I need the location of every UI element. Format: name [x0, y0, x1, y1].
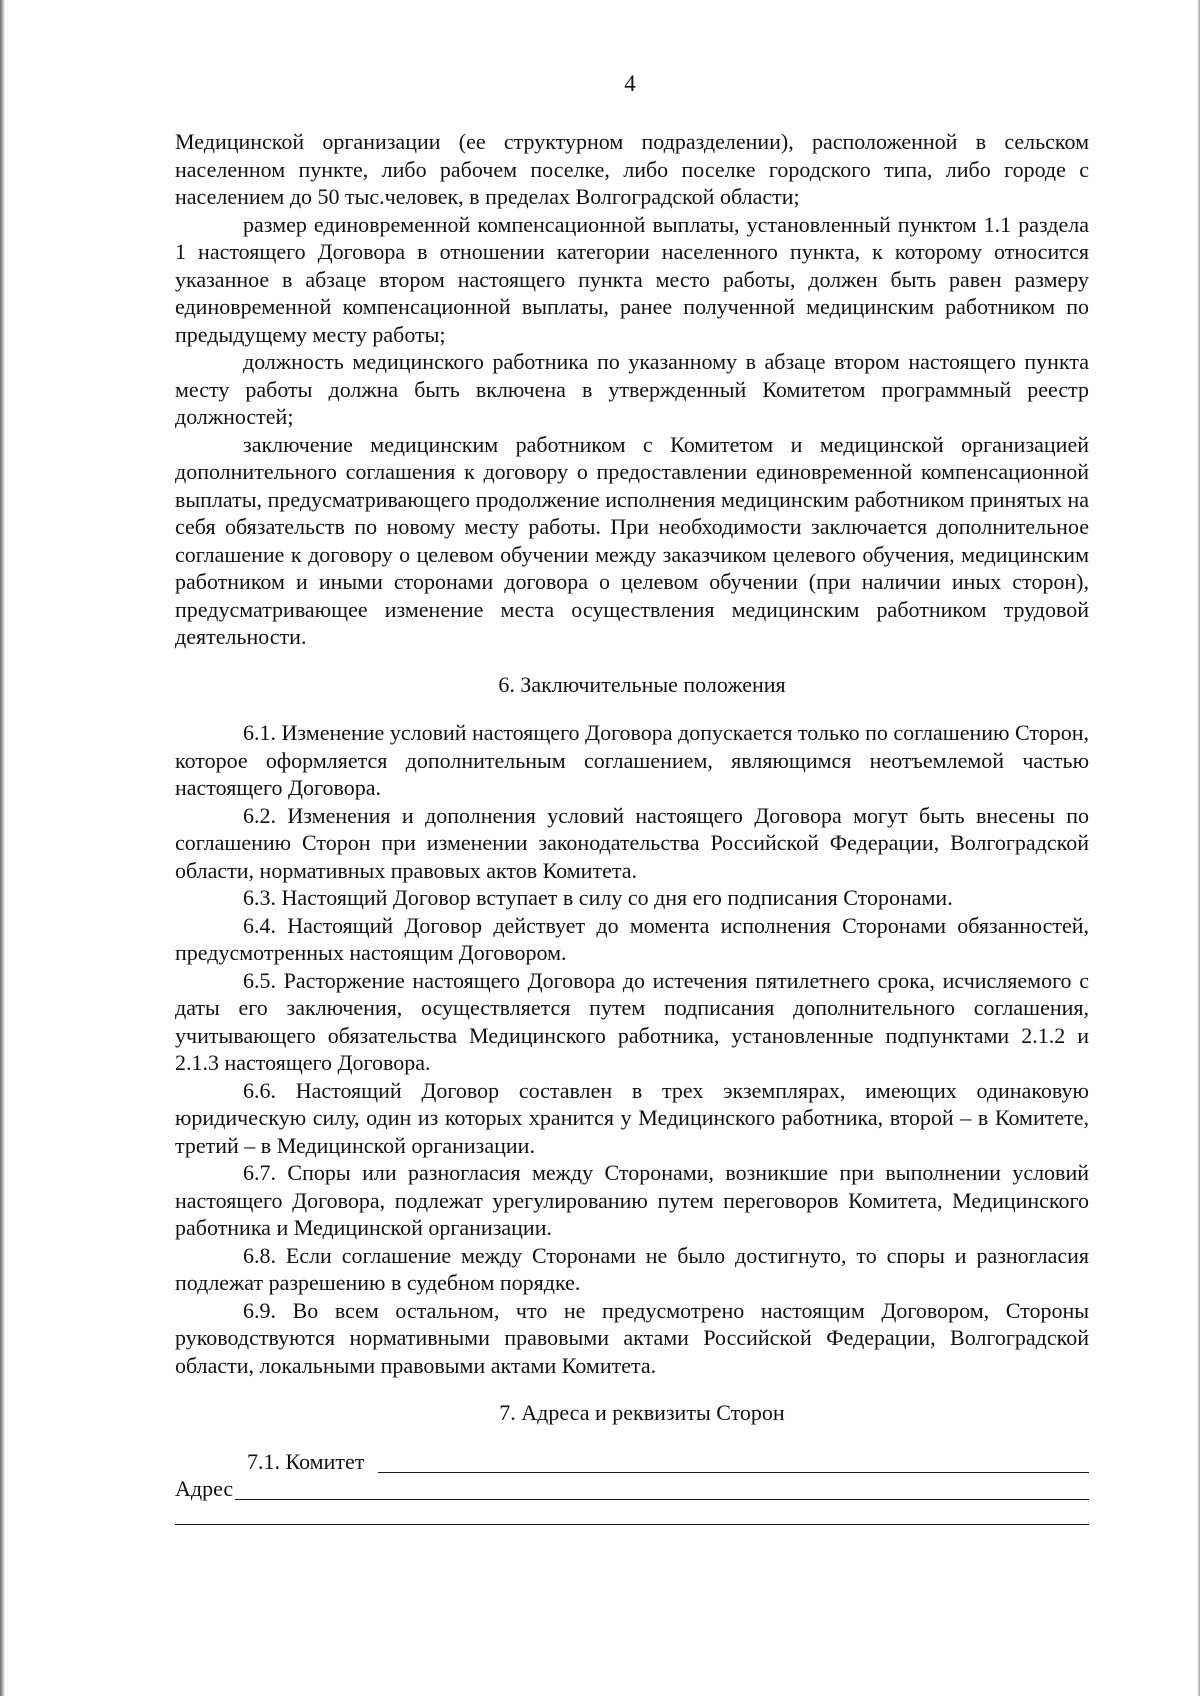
document-body: [175, 128, 1089, 1525]
section-6-heading: 6. Заключительные положения: [498, 671, 786, 697]
clause-6-5: 6.5. Расторжение настоящего Договора до истечения пятилетнего срока, исчисляемого с даты его заключения, осуществляется путем подписания дополнительного соглашения, учитывающего обязательства Медицинского работника, установленные подпунктами 2.1.2 и 2.1.3 настоящего Договора.: [175, 967, 1089, 1075]
clause-6-8: 6.8. Если соглашение между Сторонами не было достигнуто, то споры и разногласия подлежат разрешению в судебном порядке.: [175, 1242, 1089, 1295]
clause-6-9: 6.9. Во всем остальном, что не предусмотрено настоящим Договором, Стороны руководствуются нормативными правовыми актами Российской Федерации, Волгоградской области, локальными правовыми актами Комитета.: [175, 1297, 1089, 1378]
intro-paragraph-2: размер единовременной компенсационной выплаты, установленный пунктом 1.1 раздела 1 настоящего Договора в отношении категории населенного пункта, к которому относится указанное в абзаце втором настоящего пункта место работы, должен быть равен размеру единовременной компенсационной выплаты, ранее полученной медицинским работником по предыдущему месту работы;: [175, 211, 1089, 347]
intro-paragraph-3: должность медицинского работника по указанному в абзаце втором настоящего пункта месту работы должна быть включена в утвержденный Комитетом программный реестр должностей;: [175, 349, 1089, 429]
intro-paragraph-4: заключение медицинским работником с Комитетом и медицинской организацией дополнительного соглашения к договору о предоставлении единовременной компенсационной выплаты, предусматривающего продолжение исполнения медицинским работником принятых на себя обязательств по новому месту работы. При необходимости заключается дополнительное соглашение к договору о целевом обучении между заказчиком целевого обучения, медицинским работником и иными сторонами договора о целевом обучении (при наличии иных сторон), предусматривающее изменение места осуществления медицинским работником трудовой деятельности.: [175, 431, 1089, 649]
komitet-blank-line: [378, 1453, 1089, 1473]
clause-6-1: 6.1. Изменение условий настоящего Договора допускается только по соглашению Сторон, которое оформляется дополнительным соглашением, являющимся неотъемлемой частью настоящего Договора.: [175, 720, 1089, 800]
address-blank-line: [235, 1480, 1089, 1500]
clause-6-6: 6.6. Настоящий Договор составлен в трех экземплярах, имеющих одинаковую юридическую силу, один из которых хранится у Медицинского работника, второй – в Комитете, третий – в Медицинской организации.: [175, 1077, 1089, 1158]
address-field: [175, 1476, 1089, 1503]
clause-6-4: 6.4. Настоящий Договор действует до момента исполнения Сторонами обязанностей, предусмотренных настоящим Договором.: [175, 912, 1089, 965]
section-7-heading: 7. Адреса и реквизиты Сторон: [499, 1400, 785, 1425]
scan-edge-left: [0, 0, 5, 1696]
komitet-label: 7.1. Комитет: [247, 1449, 365, 1474]
clause-6-2: 6.2. Изменения и дополнения условий настоящего Договора могут быть внесены по соглашению Сторон при изменении законодательства Российской Федерации, Волгоградской области, нормативных правовых актов Комитета.: [175, 802, 1089, 883]
clause-6-3: 6.3. Настоящий Договор вступает в силу со дня его подписания Сторонами.: [243, 885, 953, 910]
clause-6-7: 6.7. Споры или разногласия между Сторонами, возникшие при выполнении условий настоящего Договора, подлежат урегулированию путем переговоров Комитета, Медицинского работника и Медицинской организации.: [175, 1160, 1089, 1240]
intro-paragraph-1: Медицинской организации (ее структурном подразделении), расположенной в сельском населенном пункте, либо рабочем поселке, либо поселке городского типа, либо городе с населением до 50 тыс.человек, в пределах Волгоградской области;: [175, 129, 1089, 209]
address-label: Адрес: [175, 1476, 234, 1501]
page-number: 4: [624, 71, 636, 96]
address-blank-line-2: [175, 1505, 1089, 1525]
komitet-field: [175, 1449, 1089, 1476]
